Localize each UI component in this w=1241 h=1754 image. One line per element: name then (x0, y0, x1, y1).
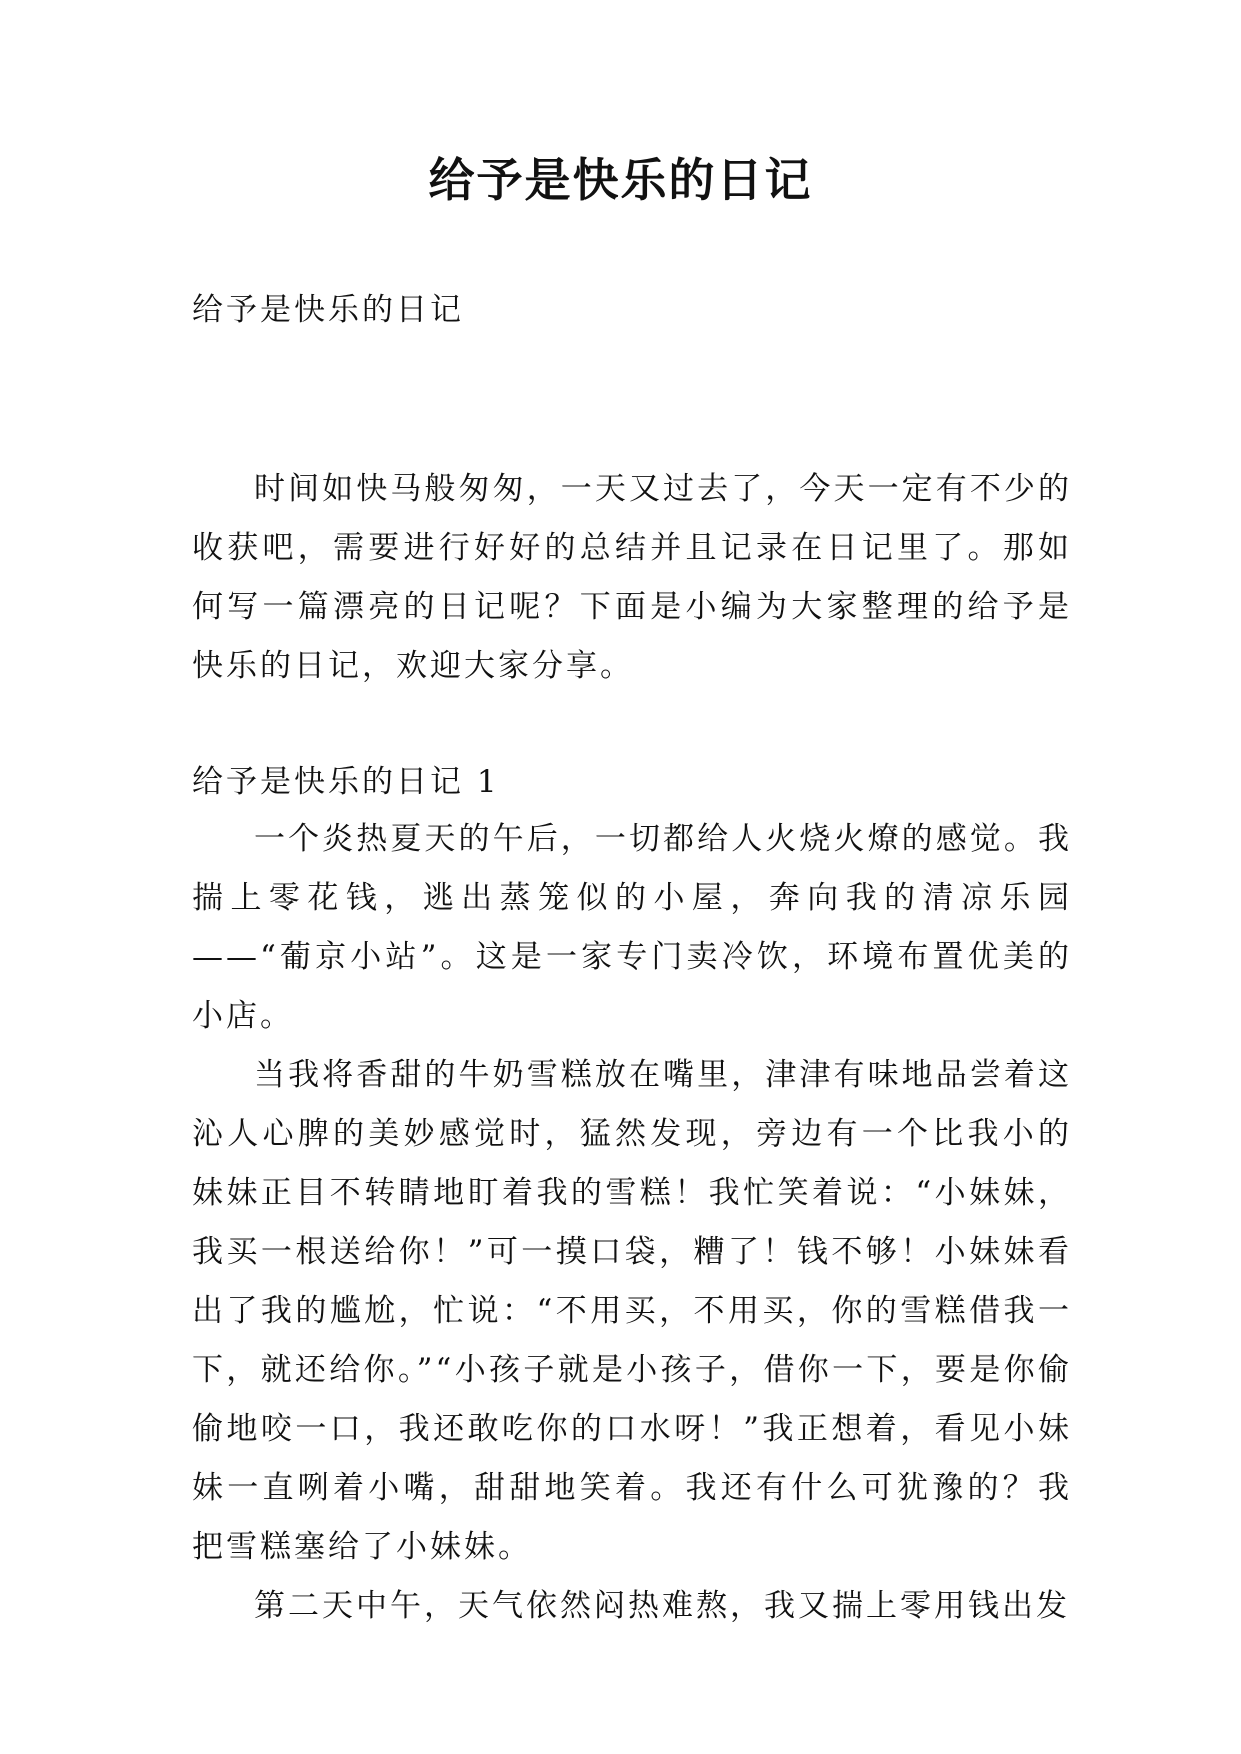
section-heading: 给予是快乐的日记 1 (192, 764, 500, 800)
document-subtitle: 给予是快乐的日记 (192, 292, 464, 328)
body-paragraph-2: 当我将香甜的牛奶雪糕放在嘴里，津津有味地品尝着这沁人心脾的美妙感觉时，猛然发现，旁边有一个比我小的妹妹正目不转睛地盯着我的雪糕！我忙笑着说：“小妹妹，我买一根送给你！”可一摸口袋，糟了！钱不够！小妹妹看出了我的尴尬，忙说：“不用买，不用买，你的雪糕借我一下，就还给你。”“小孩子就是小孩子，借你一下，要是你偷偷地咬一口，我还敢吃你的口水呀！”我正想着，看见小妹妹一直咧着小嘴，甜甜地笑着。我还有什么可犹豫的？我把雪糕塞给了小妹妹。 (192, 1057, 1072, 1565)
intro-paragraph: 时间如快马般匆匆，一天又过去了，今天一定有不少的收获吧，需要进行好好的总结并且记录在日记里了。那如何写一篇漂亮的日记呢？下面是小编为大家整理的给予是快乐的日记，欢迎大家分享。 (192, 471, 1072, 684)
intro-block (192, 460, 1072, 696)
body-paragraph-1: 一个炎热夏天的午后，一切都给人火烧火燎的感觉。我揣上零花钱，逃出蒸笼似的小屋，奔向我的清凉乐园——“葡京小站”。这是一家专门卖冷饮，环境布置优美的小店。 (192, 821, 1072, 1034)
body-text-block (192, 810, 1072, 1636)
document-title: 给予是快乐的日记 (428, 153, 813, 207)
body-paragraph-3: 第二天中午，天气依然闷热难熬，我又揣上零用钱出发 (254, 1588, 1070, 1624)
